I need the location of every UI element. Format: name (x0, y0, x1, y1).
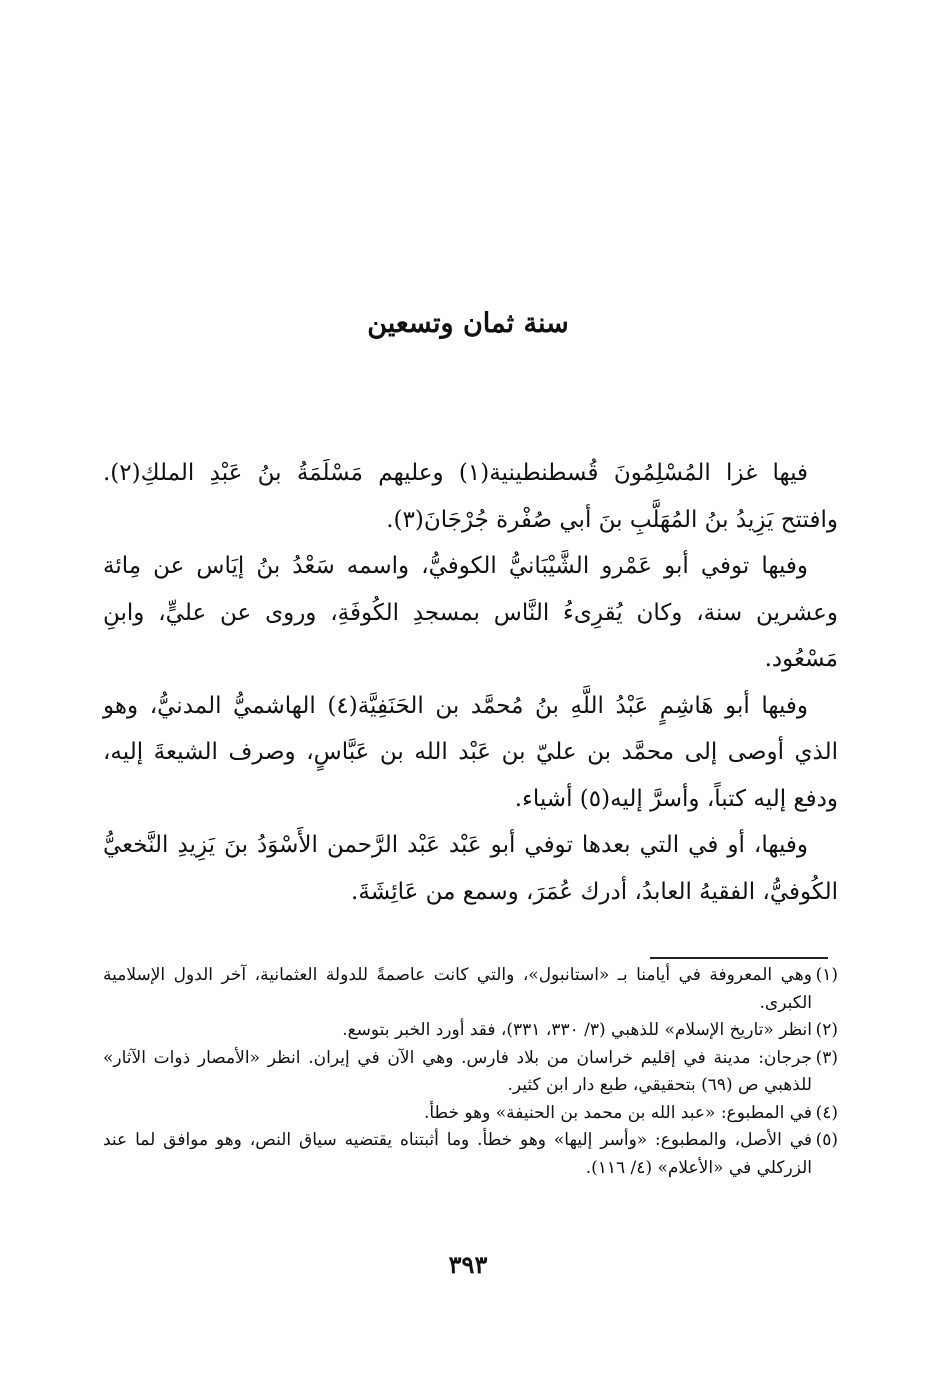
footnote-number: (٢) (815, 1020, 838, 1040)
paragraph-1: فيها غزا المُسْلِمُونَ قُسطنطينية(١) وعليهم مَسْلَمَةُ بنُ عَبْدِ الملكِ(٢). وافتتح يَزِيدُ بنُ المُهَلَّبِ بنَ أبي صُفْرة جُرْجَانَ(٣). (103, 460, 838, 533)
footnote-5 (103, 1127, 838, 1182)
footnote-text: في الأصل، والمطبوع: «وأسر إليها» وهو خطأ. وما أثبتناه يقتضيه سياق النص، وهو موافق لما عند الزركلي في «الأعلام» (٤/ ١١٦). (103, 1130, 812, 1178)
main-text (103, 450, 838, 915)
footnote-number: (٥) (815, 1130, 838, 1150)
footnote-text: في المطبوع: «عبد الله بن محمد بن الحنيفة» وهو خطأ. (423, 1102, 812, 1123)
paragraph-3: وفيها أبو هَاشِمٍ عَبْدُ اللَّهِ بنُ مُحمَّد بن الحَنَفِيَّة(٤) الهاشميُّ المدنيُّ، وهو الذي أوصى إلى محمَّد بن عليّ بن عَبْد الله بن عَبَّاسٍ، وصرف الشيعةَ إليه، ودفع إليه كتباً، وأسرَّ إليه(٥) أشياء. (103, 692, 838, 812)
footnote-2 (103, 1017, 838, 1045)
paragraph-4: وفيها، أو في التي بعدها توفي أبو عَبْد عَبْد الرَّحمن الأَسْوَدُ بنَ يَزِيدِ النَّخعيُّ الكُوفيُّ، الفقيهُ العابدُ، أدرك عُمَرَ، وسمع من عَائِشَةَ. (103, 832, 838, 905)
footnote-1 (103, 962, 838, 1017)
footnote-number: (١) (815, 965, 838, 985)
chapter-title: سنة ثمان وتسعين (367, 308, 569, 339)
footnote-4 (103, 1100, 838, 1128)
footnote-3 (103, 1045, 838, 1100)
footnote-text: انظر «تاريخ الإسلام» للذهبي (٣/ ٣٣٠، ٣٣١)، فقد أورد الخبر بتوسع. (342, 1020, 812, 1040)
page-number: ٣٩٣ (448, 1250, 488, 1279)
footnote-number: (٤) (815, 1102, 838, 1123)
footnote-divider (650, 957, 828, 959)
paragraph-2: وفيها توفي أبو عَمْرو الشَّيْبَانيُّ الكوفيُّ، واسمه سَعْدُ بنُ إيَاس عن مِائة وعشرين سنة، وكان يُقرِىءُ النَّاس بمسجدِ الكُوفَةِ، وروى عن عليٍّ، وابنِ مَسْعُود. (103, 553, 838, 672)
footnotes (103, 962, 838, 1182)
footnote-text: وهي المعروفة في أيامنا بـ «استانبول»، والتي كانت عاصمةً للدولة العثمانية، آخر الدول الإسلامية الكبرى. (103, 965, 812, 1013)
footnote-text: جرجان: مدينة في إقليم خراسان من بلاد فارس. وهي الآن في إيران. انظر «الأمصار ذوات الآثار» للذهبي ص (٦٩) بتحقيقي، طبع دار ابن كثير. (103, 1047, 812, 1095)
footnote-number: (٣) (815, 1047, 838, 1068)
